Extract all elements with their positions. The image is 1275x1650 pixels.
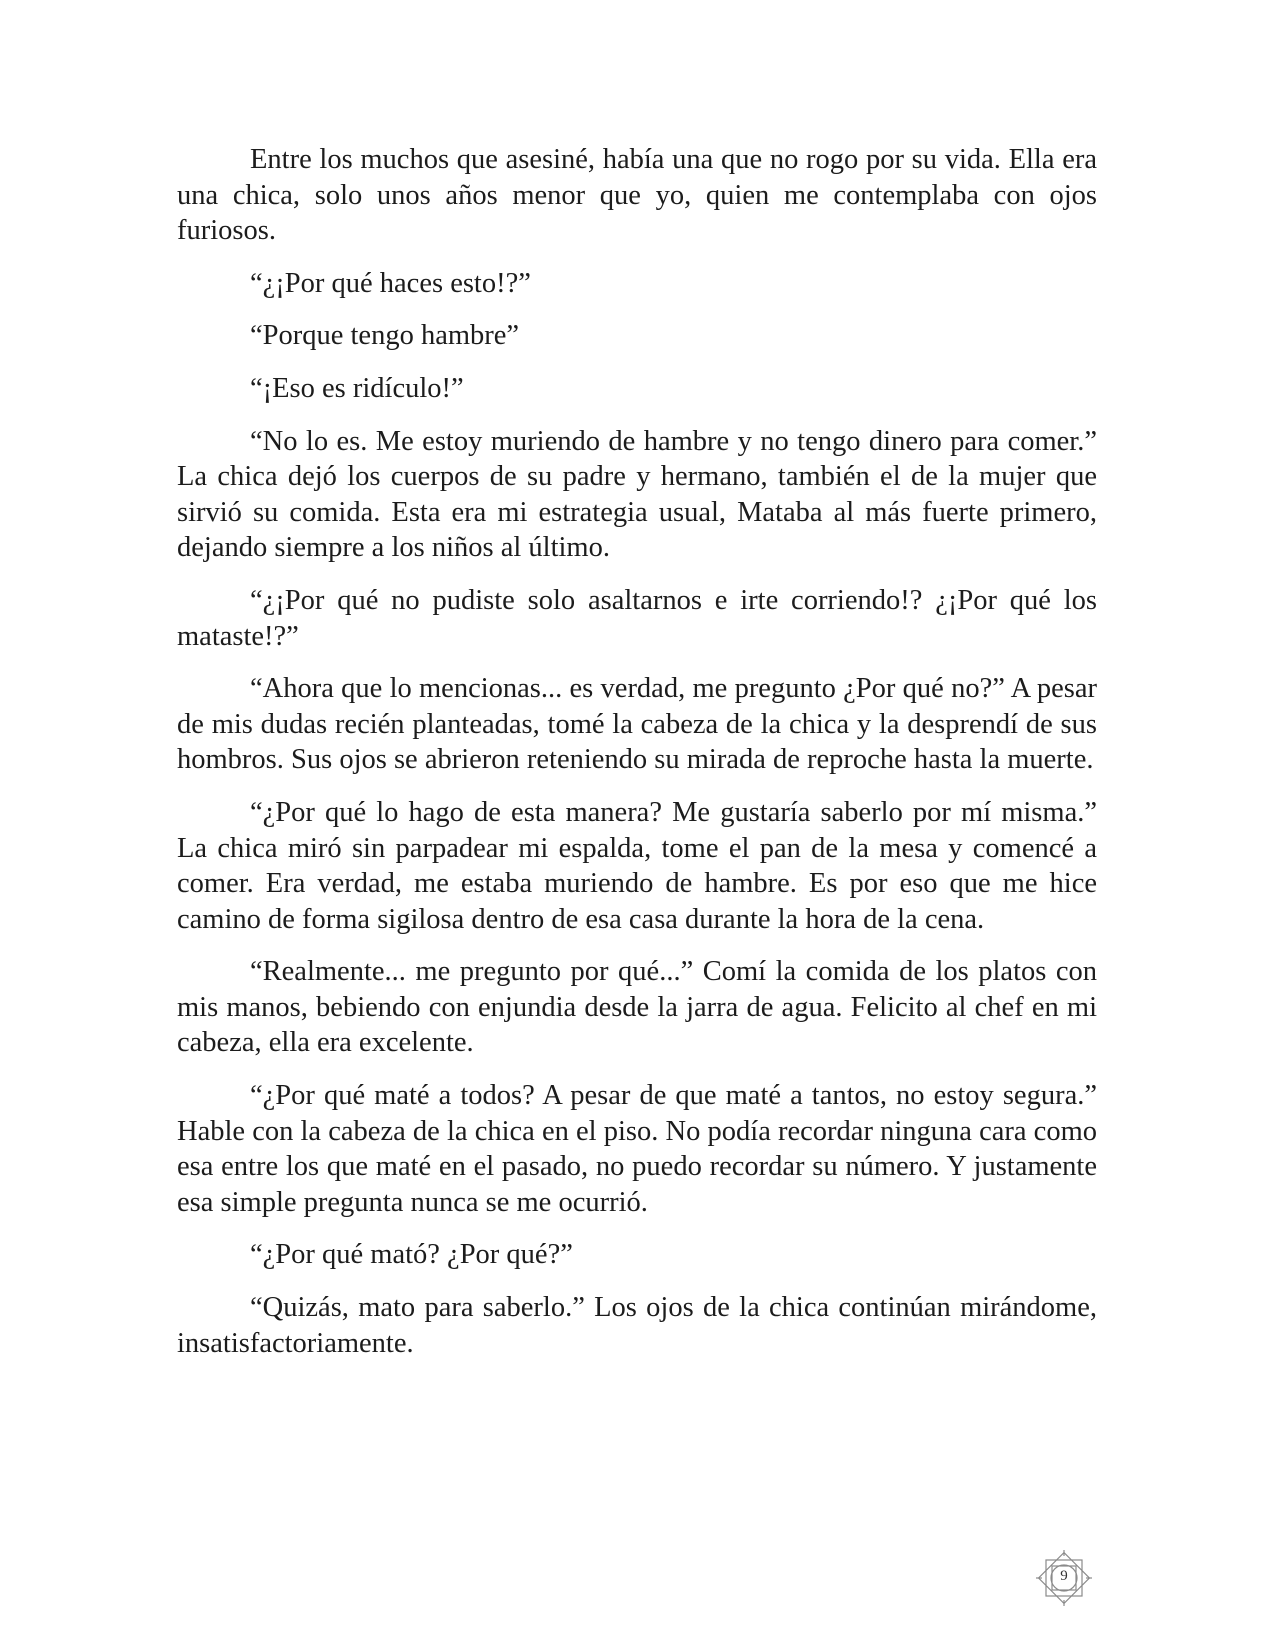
- paragraph: “¿¡Por qué haces esto!?”: [250, 267, 531, 299]
- paragraph: “¿Por qué mató? ¿Por qué?”: [250, 1239, 573, 1271]
- paragraph: “No lo es. Me estoy muriendo de hambre y no tengo dinero para comer.” La chica dejó los cuerpos de su padre y hermano, también el de la mujer que sirvió su comida. Esta era mi estrategia usual, Mataba al más fuerte primero, dejando siempre a los niños al último.: [177, 425, 1097, 564]
- paragraph: “¿Por qué lo hago de esta manera? Me gustaría saberlo por mí misma.” La chica miró sin parpadear mi espalda, tome el pan de la mesa y comencé a comer. Era verdad, me estaba muriendo de hambre. Es por eso que me hice camino de forma sigilosa dentro de esa casa durante la hora de la cena.: [177, 796, 1097, 935]
- paragraph: “Realmente... me pregunto por qué...” Comí la comida de los platos con mis manos, bebiendo con enjundia desde la jarra de agua. Felicito al chef en mi cabeza, ella era excelente.: [177, 956, 1097, 1059]
- paragraph: “¿¡Por qué no pudiste solo asaltarnos e irte corriendo!? ¿¡Por qué los mataste!?”: [177, 584, 1097, 652]
- page-number-ornament: [1032, 1546, 1096, 1610]
- paragraph: Entre los muchos que asesiné, había una que no rogo por su vida. Ella era una chica, solo unos años menor que yo, quien me contemplaba con ojos furiosos.: [177, 144, 1097, 247]
- paragraph: “¡Eso es ridículo!”: [250, 372, 464, 404]
- paragraph: “Porque tengo hambre”: [250, 320, 520, 352]
- paragraph: “¿Por qué maté a todos? A pesar de que maté a tantos, no estoy segura.” Hable con la cabeza de la chica en el piso. No podía recordar ninguna cara como esa entre los que maté en el pasado, no puedo recordar su número. Y justamente esa simple pregunta nunca se me ocurrió.: [177, 1080, 1097, 1218]
- page-number: 9: [1060, 1568, 1068, 1584]
- paragraph: “Ahora que lo mencionas... es verdad, me pregunto ¿Por qué no?” A pesar de mis dudas recién planteadas, tomé la cabeza de la chica y la desprendí de sus hombros. Sus ojos se abrieron reteniendo su mirada de reproche hasta la muerte.: [177, 673, 1097, 776]
- page-body: [177, 142, 1097, 1378]
- paragraph: “Quizás, mato para saberlo.” Los ojos de la chica continúan mirándome, insatisfactoriamente.: [177, 1292, 1097, 1359]
